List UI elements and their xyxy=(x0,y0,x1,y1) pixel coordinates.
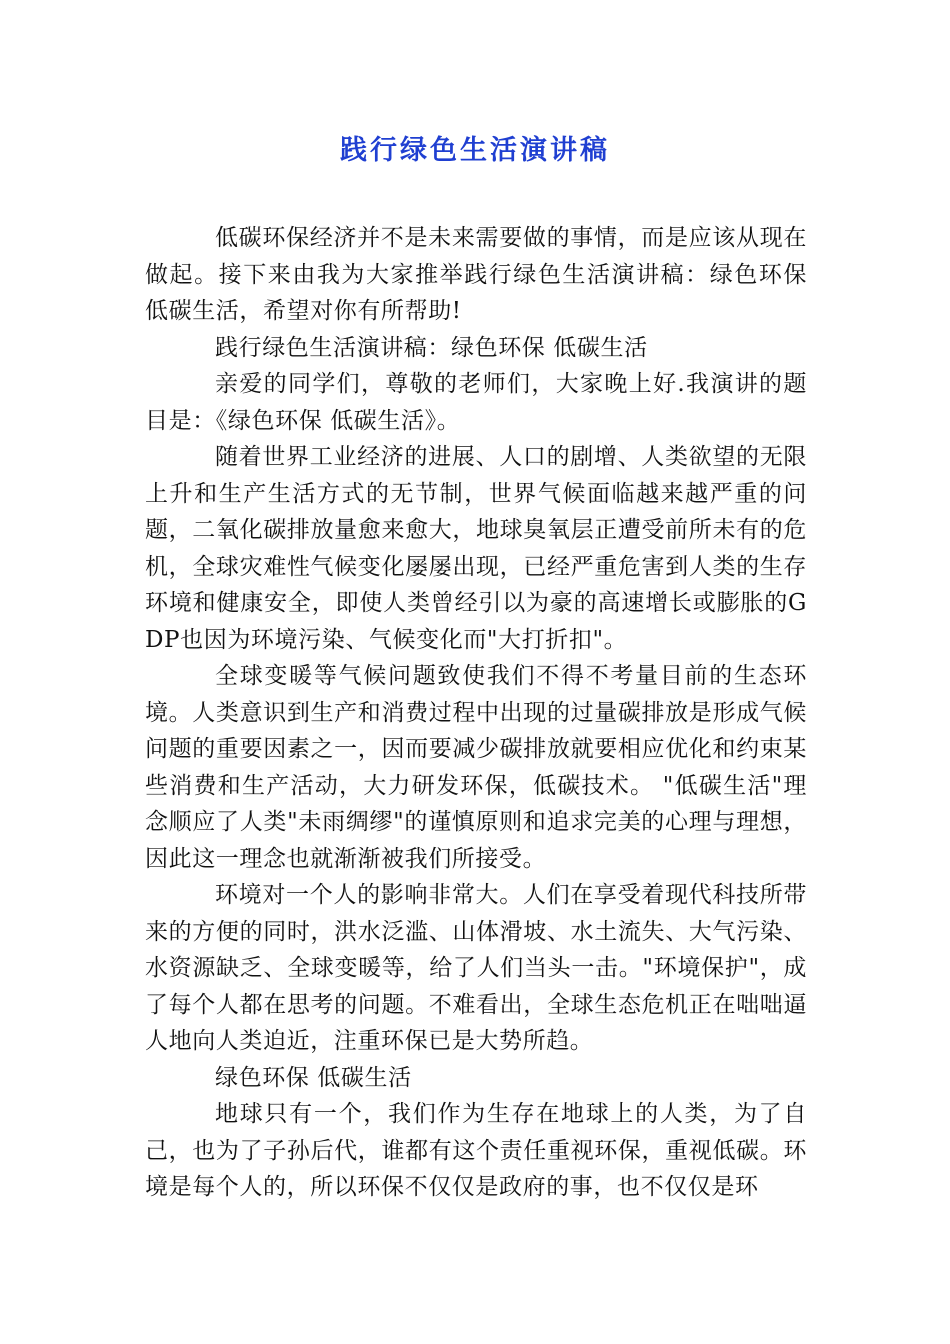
paragraph-intro: 低碳环保经济并不是未来需要做的事情，而是应该从现在做起。接下来由我为大家推举践行绿色生活演讲稿：绿色环保 低碳生活，希望对你有所帮助! xyxy=(145,225,807,324)
document-body xyxy=(145,220,807,1206)
paragraph-global-warming: 全球变暖等气候问题致使我们不得不考量目前的生态环境。人类意识到生产和消费过程中出现的过量碳排放是形成气候问题的重要因素之一，因而要减少碳排放就要相应优化和约束某些消费和生产活动，大力研发环保，低碳技术。 "低碳生活"理念顺应了人类"未雨绸缪"的谨慎原则和追求完美的心理与理想，因此这一理念也就渐渐被我们所接受。 xyxy=(145,663,807,872)
paragraph-section-heading: 绿色环保 低碳生活 xyxy=(215,1064,412,1091)
document-title: 践行绿色生活演讲稿 xyxy=(340,135,610,166)
paragraph-industrial-economy: 随着世界工业经济的进展、人口的剧增、人类欲望的无限上升和生产生活方式的无节制，世界气候面临越来越严重的问题，二氧化碳排放量愈来愈大，地球臭氧层正遭受前所未有的危机，全球灾难性气候变化屡屡出现，已经严重危害到人类的生存环境和健康安全，即使人类曾经引以为豪的高速增长或膨胀的GDP也因为环境污染、气候变化而"大打折扣"。 xyxy=(145,444,807,653)
paragraph-environment-impact: 环境对一个人的影响非常大。人们在享受着现代科技所带来的方便的同时，洪水泛滥、山体滑坡、水土流失、大气污染、水资源缺乏、全球变暖等，给了人们当头一击。"环境保护"，成了每个人都在思考的问题。不难看出，全球生态危机正在咄咄逼人地向人类迫近，注重环保已是大势所趋。 xyxy=(145,882,807,1054)
paragraph-greeting: 亲爱的同学们，尊敬的老师们，大家晚上好.我演讲的题目是：《绿色环保 低碳生活》。 xyxy=(145,371,807,434)
paragraph-one-earth: 地球只有一个，我们作为生存在地球上的人类，为了自己，也为了子孙后代，谁都有这个责任重视环保，重视低碳。环境是每个人的，所以环保不仅仅是政府的事，也不仅仅是环 xyxy=(145,1101,807,1200)
paragraph-subtitle: 践行绿色生活演讲稿：绿色环保 低碳生活 xyxy=(215,334,648,361)
